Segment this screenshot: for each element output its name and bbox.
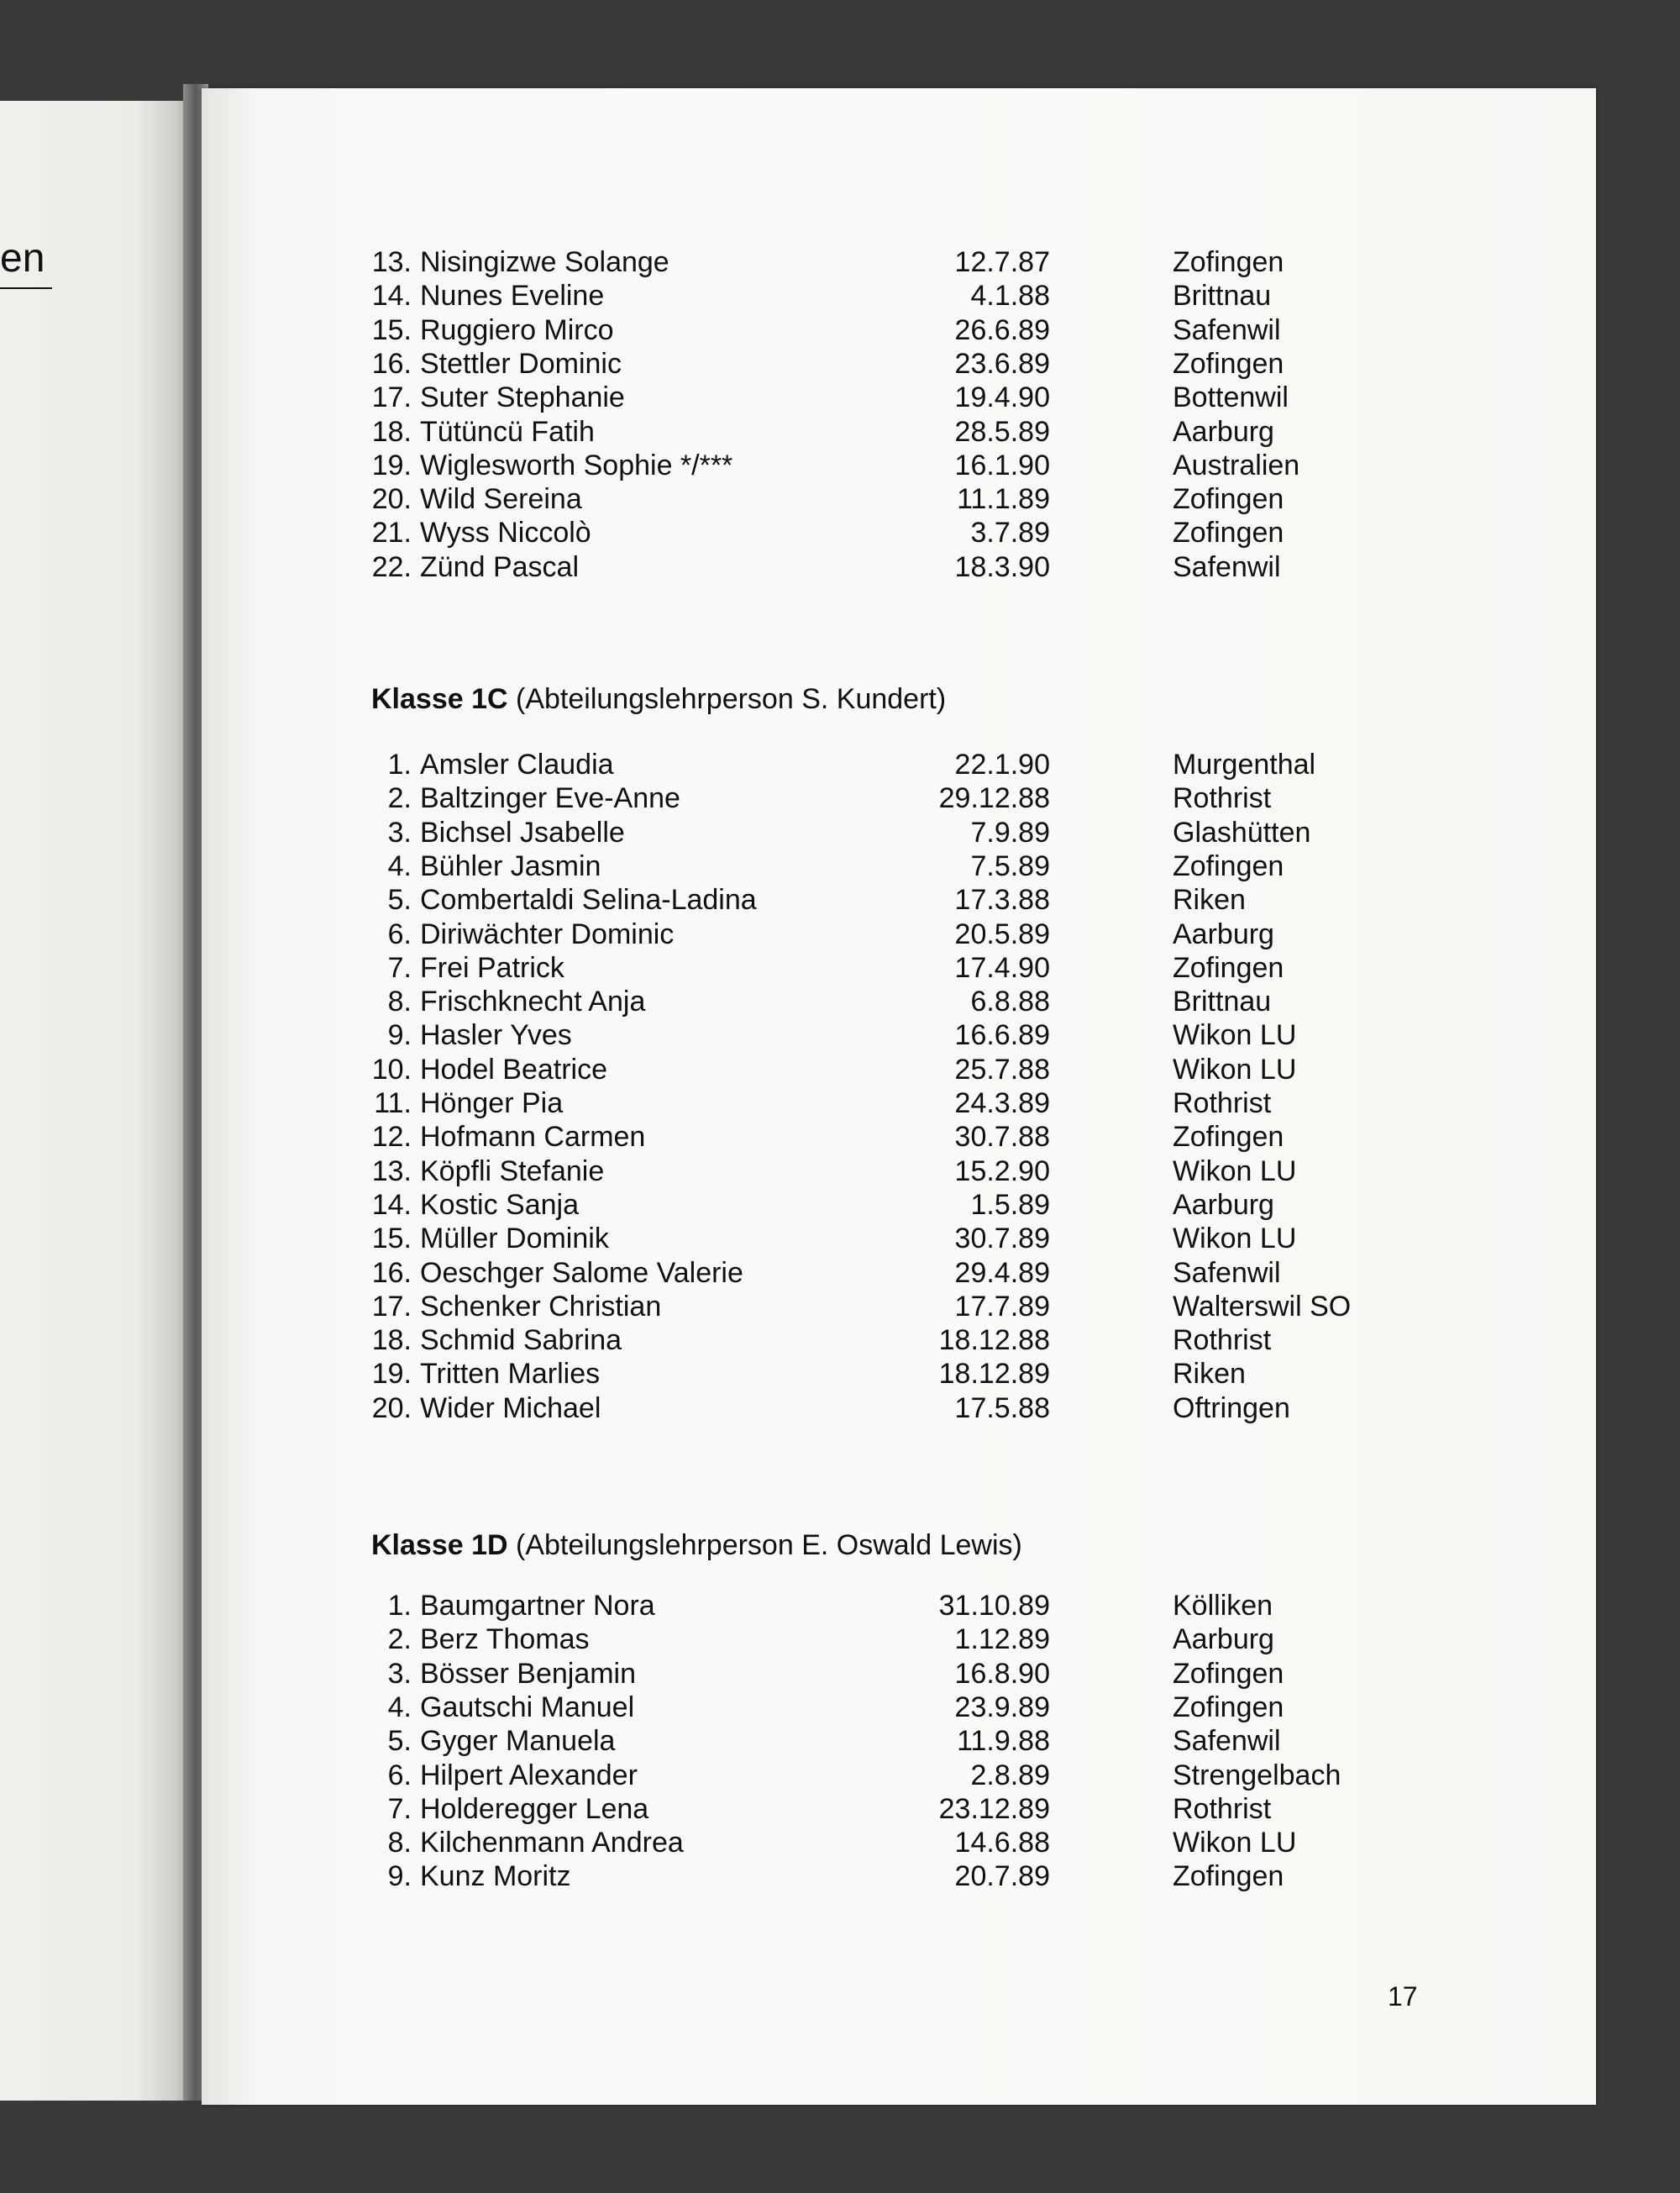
birth-date: 4.1.88 bbox=[970, 280, 1050, 313]
student-row bbox=[0, 1357, 1596, 1391]
birth-date: 17.5.88 bbox=[954, 1391, 1050, 1424]
page-number: 17 bbox=[1388, 1981, 1418, 2012]
birth-date: 11.1.89 bbox=[957, 483, 1050, 516]
home-town: Zofingen bbox=[1173, 517, 1284, 550]
class-1c-title: Klasse 1C bbox=[371, 683, 508, 715]
student-number: 1. bbox=[387, 1590, 412, 1622]
student-name: Müller Dominik bbox=[420, 1223, 609, 1255]
left-page-fragment: en bbox=[0, 236, 45, 281]
student-row bbox=[0, 883, 1596, 917]
birth-date: 11.9.88 bbox=[957, 1725, 1050, 1758]
birth-date: 7.9.89 bbox=[970, 816, 1050, 849]
class-1d-title: Klasse 1D bbox=[371, 1529, 508, 1561]
student-name: Wild Sereina bbox=[420, 483, 582, 516]
student-number: 13. bbox=[371, 1154, 412, 1187]
student-row bbox=[0, 1222, 1596, 1255]
student-name: Tritten Marlies bbox=[420, 1358, 601, 1391]
student-number: 14. bbox=[371, 280, 412, 313]
student-row bbox=[0, 516, 1596, 550]
birth-date: 18.12.89 bbox=[938, 1358, 1050, 1391]
home-town: Brittnau bbox=[1173, 280, 1272, 313]
home-town: Safenwil bbox=[1173, 1725, 1281, 1758]
home-town: Oftringen bbox=[1173, 1391, 1290, 1424]
student-name: Bichsel Jsabelle bbox=[420, 816, 625, 849]
student-number: 15. bbox=[371, 313, 412, 346]
birth-date: 17.4.90 bbox=[954, 951, 1050, 984]
student-name: Kostic Sanja bbox=[420, 1188, 579, 1221]
birth-date: 18.12.88 bbox=[938, 1324, 1050, 1357]
student-row bbox=[0, 1018, 1596, 1052]
home-town: Wikon LU bbox=[1173, 1154, 1297, 1187]
student-row bbox=[0, 1759, 1596, 1792]
student-row bbox=[0, 781, 1596, 815]
student-row bbox=[0, 1188, 1596, 1222]
birth-date: 23.12.89 bbox=[938, 1792, 1050, 1825]
student-name: Holderegger Lena bbox=[420, 1792, 649, 1825]
student-number: 21. bbox=[371, 517, 412, 550]
student-number: 19. bbox=[371, 1358, 412, 1391]
birth-date: 20.5.89 bbox=[954, 918, 1050, 950]
student-row bbox=[0, 849, 1596, 883]
student-name: Amsler Claudia bbox=[420, 749, 614, 781]
birth-date: 26.6.89 bbox=[954, 313, 1050, 346]
student-name: Tütüncü Fatih bbox=[420, 415, 595, 448]
student-row bbox=[0, 816, 1596, 849]
birth-date: 2.8.89 bbox=[970, 1759, 1050, 1791]
home-town: Australien bbox=[1173, 449, 1300, 481]
home-town: Zofingen bbox=[1173, 951, 1284, 984]
student-name: Köpfli Stefanie bbox=[420, 1154, 605, 1187]
student-number: 17. bbox=[371, 381, 412, 414]
student-name: Schmid Sabrina bbox=[420, 1324, 622, 1357]
student-number: 5. bbox=[387, 884, 412, 917]
student-name: Hilpert Alexander bbox=[420, 1759, 638, 1791]
student-number: 9. bbox=[387, 1860, 412, 1893]
home-town: Rothrist bbox=[1173, 782, 1272, 815]
student-number: 2. bbox=[387, 782, 412, 815]
student-row bbox=[0, 279, 1596, 313]
student-number: 8. bbox=[387, 1827, 412, 1859]
student-name: Nisingizwe Solange bbox=[420, 246, 669, 278]
student-number: 17. bbox=[371, 1290, 412, 1323]
student-name: Hasler Yves bbox=[420, 1019, 572, 1052]
student-row bbox=[0, 1826, 1596, 1859]
student-number: 5. bbox=[387, 1725, 412, 1758]
birth-date: 6.8.88 bbox=[970, 986, 1050, 1018]
student-number: 2. bbox=[387, 1623, 412, 1656]
student-row bbox=[0, 1589, 1596, 1622]
home-town: Strengelbach bbox=[1173, 1759, 1341, 1791]
student-row bbox=[0, 1256, 1596, 1290]
student-number: 4. bbox=[387, 849, 412, 882]
birth-date: 16.1.90 bbox=[954, 449, 1050, 481]
student-name: Stettler Dominic bbox=[420, 347, 622, 380]
student-row bbox=[0, 381, 1596, 414]
student-name: Baltzinger Eve-Anne bbox=[420, 782, 680, 815]
student-row bbox=[0, 313, 1596, 347]
home-town: Zofingen bbox=[1173, 246, 1284, 278]
birth-date: 17.3.88 bbox=[954, 884, 1050, 917]
student-number: 11. bbox=[374, 1087, 412, 1119]
student-number: 8. bbox=[387, 986, 412, 1018]
student-name: Frischknecht Anja bbox=[420, 986, 646, 1018]
student-name: Gyger Manuela bbox=[420, 1725, 616, 1758]
home-town: Zofingen bbox=[1173, 1860, 1284, 1893]
student-row bbox=[0, 449, 1596, 482]
home-town: Zofingen bbox=[1173, 483, 1284, 516]
student-number: 3. bbox=[387, 816, 412, 849]
student-row bbox=[0, 1391, 1596, 1425]
student-name: Baumgartner Nora bbox=[420, 1590, 655, 1622]
student-number: 7. bbox=[387, 951, 412, 984]
student-name: Bösser Benjamin bbox=[420, 1657, 637, 1690]
student-name: Hönger Pia bbox=[420, 1087, 564, 1119]
birth-date: 1.5.89 bbox=[970, 1188, 1050, 1221]
home-town: Zofingen bbox=[1173, 347, 1284, 380]
student-name: Bühler Jasmin bbox=[420, 849, 601, 882]
student-name: Wiglesworth Sophie */*** bbox=[420, 449, 733, 481]
home-town: Safenwil bbox=[1173, 313, 1281, 346]
student-name: Kunz Moritz bbox=[420, 1860, 571, 1893]
home-town: Wikon LU bbox=[1173, 1827, 1297, 1859]
birth-date: 7.5.89 bbox=[970, 849, 1050, 882]
student-number: 18. bbox=[371, 1324, 412, 1357]
home-town: Safenwil bbox=[1173, 550, 1281, 583]
student-number: 4. bbox=[387, 1691, 412, 1723]
student-row bbox=[0, 1323, 1596, 1357]
student-name: Combertaldi Selina-Ladina bbox=[420, 884, 757, 917]
birth-date: 23.9.89 bbox=[954, 1691, 1050, 1723]
student-row bbox=[0, 985, 1596, 1018]
student-row bbox=[0, 1622, 1596, 1656]
student-number: 19. bbox=[371, 449, 412, 481]
home-town: Wikon LU bbox=[1173, 1019, 1297, 1052]
home-town: Rothrist bbox=[1173, 1087, 1272, 1119]
student-name: Wider Michael bbox=[420, 1391, 601, 1424]
student-number: 18. bbox=[371, 415, 412, 448]
student-row bbox=[0, 1691, 1596, 1724]
birth-date: 29.12.88 bbox=[938, 782, 1050, 815]
home-town: Wikon LU bbox=[1173, 1223, 1297, 1255]
student-number: 14. bbox=[371, 1188, 412, 1221]
student-row bbox=[0, 1290, 1596, 1323]
class-1d-heading bbox=[371, 1527, 1022, 1564]
home-town: Kölliken bbox=[1173, 1590, 1273, 1622]
home-town: Walterswil SO bbox=[1173, 1290, 1352, 1323]
student-number: 6. bbox=[387, 918, 412, 950]
home-town: Aarburg bbox=[1173, 1623, 1274, 1656]
student-row bbox=[0, 347, 1596, 381]
student-name: Kilchenmann Andrea bbox=[420, 1827, 684, 1859]
birth-date: 24.3.89 bbox=[954, 1087, 1050, 1119]
student-row bbox=[0, 1154, 1596, 1188]
birth-date: 3.7.89 bbox=[970, 517, 1050, 550]
student-number: 6. bbox=[387, 1759, 412, 1791]
birth-date: 17.7.89 bbox=[954, 1290, 1050, 1323]
student-name: Wyss Niccolò bbox=[420, 517, 591, 550]
birth-date: 16.6.89 bbox=[954, 1019, 1050, 1052]
student-row bbox=[0, 1657, 1596, 1691]
birth-date: 29.4.89 bbox=[954, 1256, 1050, 1289]
student-number: 22. bbox=[371, 550, 412, 583]
birth-date: 30.7.88 bbox=[954, 1121, 1050, 1154]
home-town: Aarburg bbox=[1173, 1188, 1274, 1221]
home-town: Riken bbox=[1173, 884, 1246, 917]
birth-date: 20.7.89 bbox=[954, 1860, 1050, 1893]
birth-date: 25.7.88 bbox=[954, 1053, 1050, 1086]
birth-date: 22.1.90 bbox=[954, 749, 1050, 781]
student-row bbox=[0, 1859, 1596, 1893]
student-row bbox=[0, 1724, 1596, 1758]
student-row bbox=[0, 748, 1596, 781]
student-name: Berz Thomas bbox=[420, 1623, 590, 1656]
student-name: Oeschger Salome Valerie bbox=[420, 1256, 743, 1289]
birth-date: 12.7.87 bbox=[954, 246, 1050, 278]
home-town: Glashütten bbox=[1173, 816, 1311, 849]
student-name: Frei Patrick bbox=[420, 951, 564, 984]
birth-date: 28.5.89 bbox=[954, 415, 1050, 448]
home-town: Zofingen bbox=[1173, 1121, 1284, 1154]
home-town: Aarburg bbox=[1173, 415, 1274, 448]
student-number: 1. bbox=[387, 749, 412, 781]
student-name: Ruggiero Mirco bbox=[420, 313, 614, 346]
student-name: Gautschi Manuel bbox=[420, 1691, 635, 1723]
home-town: Rothrist bbox=[1173, 1792, 1272, 1825]
student-name: Hofmann Carmen bbox=[420, 1121, 646, 1154]
home-town: Safenwil bbox=[1173, 1256, 1281, 1289]
student-row bbox=[0, 1792, 1596, 1826]
student-row bbox=[0, 1053, 1596, 1086]
student-row bbox=[0, 951, 1596, 985]
student-name: Suter Stephanie bbox=[420, 381, 625, 414]
student-row bbox=[0, 482, 1596, 516]
student-name: Hodel Beatrice bbox=[420, 1053, 608, 1086]
student-number: 16. bbox=[371, 1256, 412, 1289]
home-town: Wikon LU bbox=[1173, 1053, 1297, 1086]
home-town: Rothrist bbox=[1173, 1324, 1272, 1357]
birth-date: 14.6.88 bbox=[954, 1827, 1050, 1859]
home-town: Zofingen bbox=[1173, 1657, 1284, 1690]
student-row bbox=[0, 550, 1596, 584]
student-number: 13. bbox=[371, 246, 412, 278]
student-number: 15. bbox=[371, 1223, 412, 1255]
home-town: Bottenwil bbox=[1173, 381, 1289, 414]
student-number: 9. bbox=[387, 1019, 412, 1052]
birth-date: 1.12.89 bbox=[954, 1623, 1050, 1656]
birth-date: 15.2.90 bbox=[954, 1154, 1050, 1187]
birth-date: 18.3.90 bbox=[954, 550, 1050, 583]
student-number: 7. bbox=[387, 1792, 412, 1825]
home-town: Zofingen bbox=[1173, 1691, 1284, 1723]
student-row bbox=[0, 1086, 1596, 1120]
home-town: Aarburg bbox=[1173, 918, 1274, 950]
student-number: 16. bbox=[371, 347, 412, 380]
student-name: Nunes Eveline bbox=[420, 280, 605, 313]
student-row bbox=[0, 1120, 1596, 1154]
student-number: 12. bbox=[371, 1121, 412, 1154]
home-town: Brittnau bbox=[1173, 986, 1272, 1018]
home-town: Murgenthal bbox=[1173, 749, 1316, 781]
home-town: Riken bbox=[1173, 1358, 1246, 1391]
student-name: Zünd Pascal bbox=[420, 550, 579, 583]
student-row bbox=[0, 918, 1596, 951]
home-town: Zofingen bbox=[1173, 849, 1284, 882]
student-row bbox=[0, 415, 1596, 449]
student-number: 10. bbox=[371, 1053, 412, 1086]
birth-date: 23.6.89 bbox=[954, 347, 1050, 380]
birth-date: 31.10.89 bbox=[938, 1590, 1050, 1622]
class-1d-teacher: (Abteilungslehrperson E. Oswald Lewis) bbox=[516, 1529, 1022, 1561]
student-number: 3. bbox=[387, 1657, 412, 1690]
birth-date: 19.4.90 bbox=[954, 381, 1050, 414]
student-number: 20. bbox=[371, 483, 412, 516]
birth-date: 30.7.89 bbox=[954, 1223, 1050, 1255]
birth-date: 16.8.90 bbox=[954, 1657, 1050, 1690]
student-row bbox=[0, 245, 1596, 279]
student-name: Diriwächter Dominic bbox=[420, 918, 675, 950]
student-number: 20. bbox=[371, 1391, 412, 1424]
class-1c-heading bbox=[371, 681, 946, 718]
class-1c-teacher: (Abteilungslehrperson S. Kundert) bbox=[516, 683, 947, 715]
student-name: Schenker Christian bbox=[420, 1290, 662, 1323]
